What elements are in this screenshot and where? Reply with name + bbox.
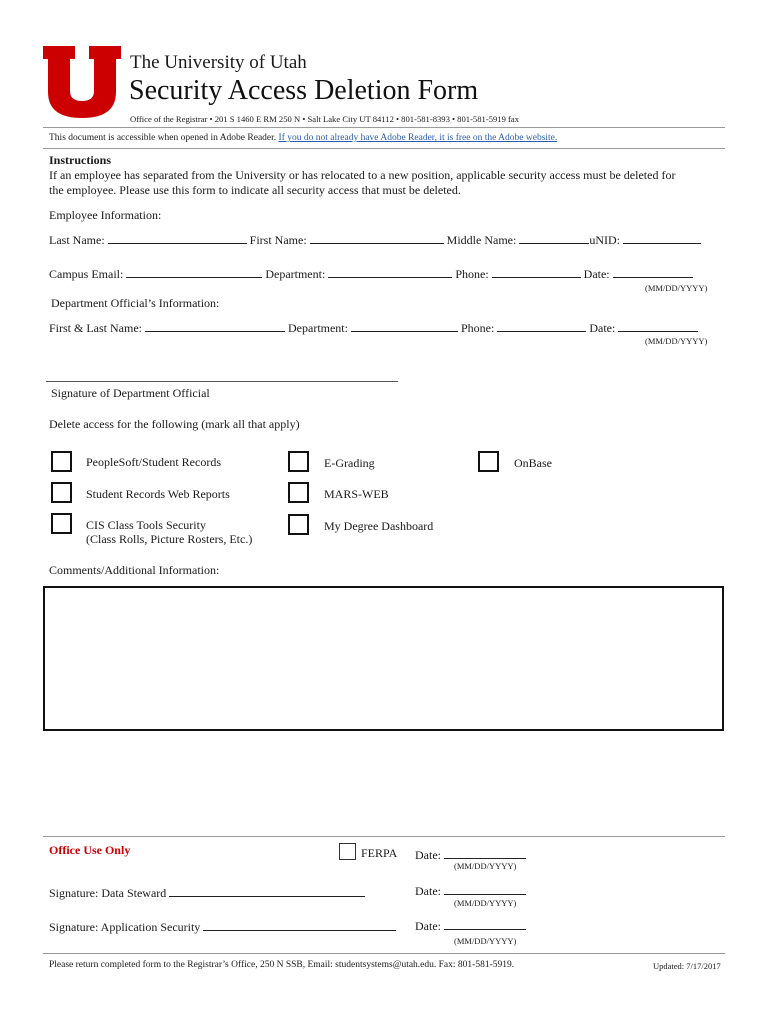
ferpa-checkbox[interactable] [339, 843, 356, 860]
cis-class-tools-sublabel: (Class Rolls, Picture Rosters, Etc.) [86, 532, 253, 546]
first-name-field[interactable] [310, 231, 444, 244]
comments-label: Comments/Additional Information: [49, 563, 220, 577]
official-name-label: First & Last Name: [49, 321, 142, 335]
page-title: Security Access Deletion Form [129, 75, 479, 106]
employee-date-format: (MM/DD/YYYY) [645, 283, 708, 293]
app-security-date-field[interactable] [444, 917, 526, 930]
header-divider [43, 127, 725, 128]
employee-date-field[interactable] [613, 265, 693, 278]
address-line: Office of the Registrar • 201 S 1460 E RM 250 N • Salt Lake City UT 84112 • 801-581-8393 • 801-581-5919 fax [130, 114, 519, 124]
header-divider-2 [43, 148, 725, 149]
campus-email-field[interactable] [126, 265, 262, 278]
app-security-label: Signature: Application Security [49, 920, 201, 934]
ferpa-label: FERPA [361, 846, 398, 860]
accessibility-note [49, 133, 557, 143]
steward-date-label: Date: [415, 884, 441, 898]
office-use-heading: Office Use Only [49, 843, 131, 857]
steward-date-field[interactable] [444, 882, 526, 895]
data-steward-label: Signature: Data Steward [49, 886, 167, 900]
middle-name-label: Middle Name: [446, 233, 517, 247]
app-security-date-format: (MM/DD/YYYY) [454, 936, 517, 946]
mars-web-label: MARS-WEB [324, 487, 389, 501]
e-grading-checkbox[interactable] [288, 451, 309, 472]
employee-heading: Employee Information: [49, 208, 162, 222]
employee-phone-field[interactable] [492, 265, 581, 278]
peoplesoft-checkbox[interactable] [51, 451, 72, 472]
onbase-label: OnBase [514, 456, 552, 470]
office-divider [43, 836, 725, 837]
e-grading-label: E-Grading [324, 456, 375, 470]
signature-label: Signature of Department Official [51, 386, 210, 400]
instructions-line-1: If an employee has separated from the University or has relocated to a new position, applicable security access must be deleted for [49, 168, 676, 182]
sr-web-reports-checkbox[interactable] [51, 482, 72, 503]
ferpa-date-format: (MM/DD/YYYY) [454, 861, 517, 871]
app-security-date-label: Date: [415, 919, 441, 933]
official-department-field[interactable] [351, 319, 458, 332]
comments-textarea[interactable] [43, 586, 724, 731]
first-name-label: First Name: [249, 233, 307, 247]
data-steward-field[interactable] [169, 884, 365, 897]
official-department-label: Department: [288, 321, 348, 335]
steward-date-format: (MM/DD/YYYY) [454, 898, 517, 908]
my-degree-dashboard-checkbox[interactable] [288, 514, 309, 535]
signature-line[interactable] [46, 381, 398, 382]
unid-label: uNID: [589, 233, 620, 247]
adobe-link[interactable]: If you do not already have Adobe Reader, it is free on the Adobe website. [278, 133, 558, 143]
university-name: The University of Utah [130, 52, 307, 73]
steward-date-row [415, 882, 526, 899]
accessible-text: This document is accessible when opened in Adobe Reader. [49, 133, 277, 143]
data-steward-row [49, 884, 365, 901]
unid-field[interactable] [623, 231, 701, 244]
last-name-field[interactable] [108, 231, 247, 244]
sr-web-reports-label: Student Records Web Reports [86, 487, 230, 501]
employee-row-1 [49, 231, 701, 248]
block-u-logo-icon [43, 46, 121, 118]
official-date-field[interactable] [618, 319, 698, 332]
middle-name-field[interactable] [519, 231, 589, 244]
last-name-label: Last Name: [49, 233, 105, 247]
app-security-field[interactable] [203, 918, 396, 931]
official-date-format: (MM/DD/YYYY) [645, 336, 708, 346]
ferpa-date-label: Date: [415, 848, 441, 862]
employee-department-field[interactable] [328, 265, 452, 278]
mars-web-checkbox[interactable] [288, 482, 309, 503]
cis-class-tools-label: CIS Class Tools Security [86, 518, 206, 532]
employee-row-2 [49, 265, 693, 282]
footer-divider [43, 953, 725, 954]
campus-email-label: Campus Email: [49, 267, 124, 281]
onbase-checkbox[interactable] [478, 451, 499, 472]
app-security-date-row [415, 917, 526, 934]
access-heading: Delete access for the following (mark all that apply) [49, 417, 300, 431]
instructions-line-2: the employee. Please use this form to indicate all security access that must be deleted. [49, 183, 461, 197]
app-security-row [49, 918, 396, 935]
cis-class-tools-checkbox[interactable] [51, 513, 72, 534]
official-date-label: Date: [589, 321, 616, 335]
updated-date: Updated: 7/17/2017 [653, 961, 721, 971]
official-name-field[interactable] [145, 319, 285, 332]
official-row [49, 319, 698, 336]
my-degree-dashboard-label: My Degree Dashboard [324, 519, 434, 533]
official-phone-field[interactable] [497, 319, 586, 332]
official-phone-label: Phone: [460, 321, 495, 335]
employee-date-label: Date: [583, 267, 610, 281]
instructions-heading: Instructions [49, 153, 112, 167]
employee-department-label: Department: [265, 267, 326, 281]
employee-phone-label: Phone: [455, 267, 489, 281]
official-heading: Department Official’s Information: [51, 296, 220, 310]
return-note: Please return completed form to the Registrar’s Office, 250 N SSB, Email: studentsystems@utah.edu. Fax: 801-581-5919. [49, 960, 515, 970]
ferpa-date-field[interactable] [444, 846, 526, 859]
peoplesoft-label: PeopleSoft/Student Records [86, 455, 221, 469]
university-logo [43, 46, 121, 118]
